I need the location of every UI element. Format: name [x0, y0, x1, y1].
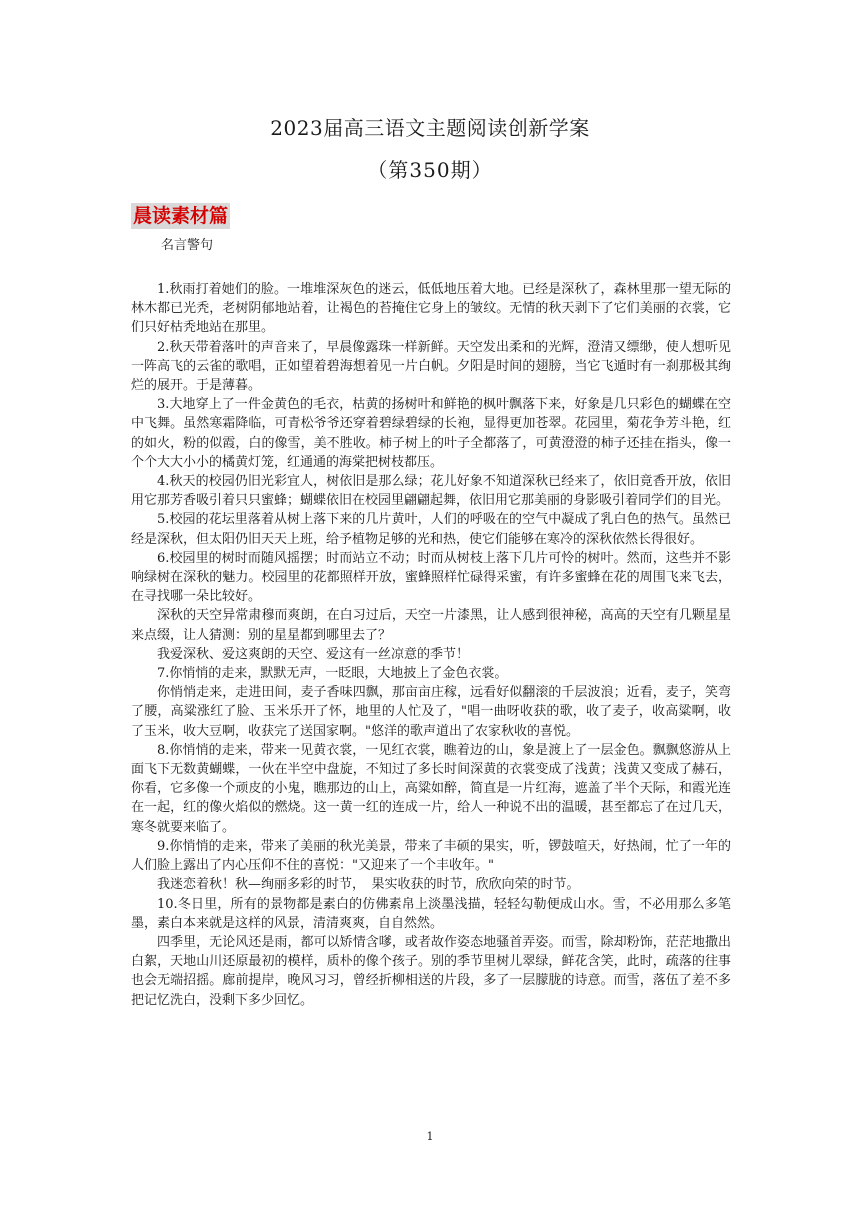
paragraph: 4.秋天的校园仍旧光彩宜人，树依旧是那么绿；花儿好象不知道深秋已经来了，依旧竟香开放，依旧用它那芳香吸引着只只蜜蜂；蝴蝶依旧在校园里翩翩起舞，依旧用它那美丽的身影吸引着同学们的目光。 — [131, 474, 731, 509]
document-title: 2023届高三语文主题阅读创新学案 — [270, 116, 590, 140]
page-number: 1 — [426, 1130, 434, 1143]
paragraph: 1.秋雨打着她们的脸。一堆堆深灰色的迷云，低低地压着大地。已经是深秋了，森林里那一望无际的林木都已光秃，老树阴郁地站着，让褐色的苔掩住它身上的皱纹。无情的秋天剥下了它们美丽的衣裳，它们只好枯秃地站在那里。 — [131, 282, 731, 336]
paragraph: 10.冬日里，所有的景物都是素白的仿佛素帛上淡墨浅描，轻轻勾勒便成山水。雪，不必用那么多笔墨，素白本来就是这样的风景，清清爽爽，自自然然。 — [131, 896, 731, 931]
issue-number: （第350期） — [367, 158, 493, 182]
section-heading: 晨读素材篇 — [133, 205, 229, 227]
body-text — [131, 280, 731, 1010]
paragraph: 6.校园里的树时而随风摇摆；时而站立不动；时而从树枝上落下几片可怜的树叶。然而，这些并不影响绿树在深秋的魅力。校园里的花都照样开放，蜜蜂照样忙碌得采蜜，有许多蜜蜂在花的周围飞来飞去，在寻找哪一朵比较好。 — [131, 550, 731, 605]
paragraph: 7.你悄悄的走来，默默无声，一眨眼，大地披上了金色衣裳。 — [157, 666, 508, 682]
paragraph: 四季里，无论风还是雨，都可以矫情含嗲，或者故作姿态地骚首弄姿。而雪，除却粉饰，茫茫地撒出白絮，天地山川还原最初的模样，质朴的像个孩子。别的季节里树儿翠绿，鲜花含笑，此时，疏落的往事也会无端招摇。廊前提岸，晚风习习，曾经折柳相送的片段，多了一层朦胧的诗意。而雪，落伍了差不多把记忆洗白，没剩下多少回忆。 — [131, 934, 731, 1008]
paragraph: 9.你悄悄的走来，带来了美丽的秋光美景，带来了丰硕的果实，听，锣鼓喧天，好热闹，忙了一年的人们脸上露出了内心压仰不住的喜悦："又迎来了一个丰收年。" — [131, 838, 731, 874]
paragraph: 8.你悄悄的走来，带来一见黄衣裳，一见红衣裳，瞧着边的山，象是渡上了一层金色。飘飘悠游从上面飞下无数黄蝴蝶，一伙在半空中盘旋，不知过了多长时间深黄的衣裳变成了浅黄；浅黄又变成了赫石，你看，它多像一个顽皮的小鬼，瞧那边的山上，高粱如醉，简直是一片红海，遮盖了半个天际，和霞光连在一起，红的像火焰似的燃烧。这一黄一红的连成一片，给人一种说不出的温暖，甚至都忘了在过几天，寒冬就要来临了。 — [131, 742, 731, 835]
paragraph: 3.大地穿上了一件金黄色的毛衣，枯黄的扬树叶和鲜艳的枫叶飘落下来，好象是几只彩色的蝴蝶在空中飞舞。虽然寒霜降临，可青松爷爷还穿着碧绿碧绿的长袍，显得更加苍翠。花园里，菊花争芳斗艳，红的如火，粉的似霞，白的像雪，美不胜收。柿子树上的叶子全都落了，可黄澄澄的柿子还挂在指头，像一个个大大小小的橘黄灯笼，红通通的海棠把树枝都压。 — [131, 397, 731, 470]
paragraph: 2.秋天带着落叶的声音来了，早晨像露珠一样新鲜。天空发出柔和的光辉，澄清又缥缈，使人想听见一阵高飞的云雀的歌唱，正如望着碧海想着见一片白帆。夕阳是时间的翅膀，当它飞遁时有一刹那极其绚烂的展开。于是薄暮。 — [131, 339, 731, 394]
paragraph: 你悄悄走来，走进田间，麦子香味四飘，那亩亩庄稼，远看好似翻滚的千层波浪；近看，麦子，笑弯了腰，高粱涨红了脸、玉米乐开了怀，地里的人忙及了，"唱一曲呀收获的歌，收了麦子，收高粱啊，收了玉米，收大豆啊，收获完了送国家啊。"悠洋的歌声道出了农家秋收的喜悦。 — [131, 685, 731, 739]
paragraph: 我爱深秋、爱这爽朗的天空、爱这有一丝凉意的季节！ — [157, 646, 470, 662]
paragraph: 5.校园的花坛里落着从树上落下来的几片黄叶，人们的呼吸在的空气中凝成了乳白色的热气。虽然已经是深秋，但太阳仍旧天天上班，给予植物足够的光和热，使它们能够在寒冷的深秋依然长得很好。 — [131, 512, 731, 547]
paragraph: 深秋的天空异常肃穆而爽朗，在白习过后，天空一片漆黑，让人感到很神秘，高高的天空有几颗星星来点缀，让人猜测：别的星星都到哪里去了？ — [131, 608, 731, 643]
paragraph: 我迷恋着秋！秋—绚丽多彩的时节， 果实收获的时节，欣欣向荣的时节。 — [157, 877, 580, 893]
subheading: 名言警句 — [161, 238, 214, 253]
